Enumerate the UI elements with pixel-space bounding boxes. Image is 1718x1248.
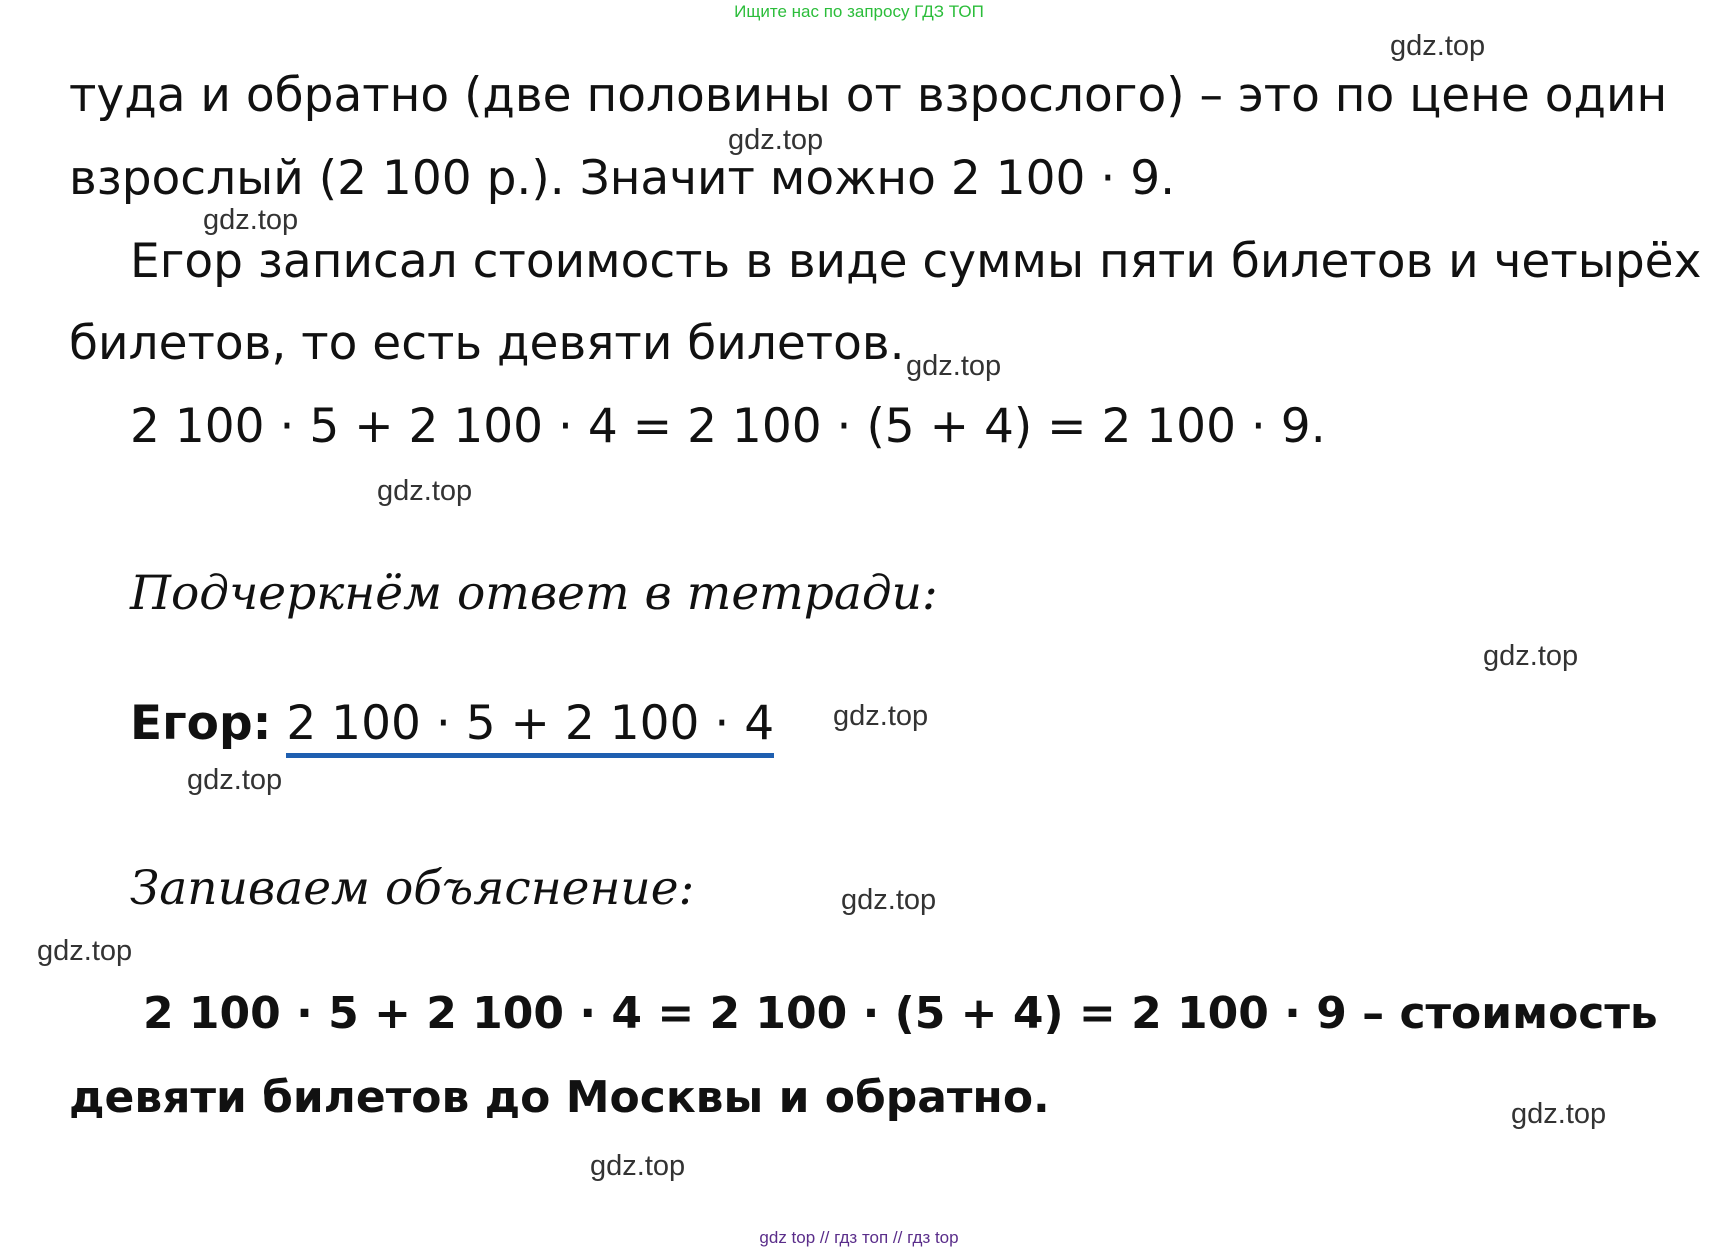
answer-line: [130, 696, 775, 751]
text-line-2: взрослый (2 100 р.). Значит можно 2 100 · 9.: [69, 151, 1176, 206]
answer-value: 2 100 · 5 + 2 100 · 4: [286, 696, 774, 758]
explain-line-2: девяти билетов до Москвы и обратно.: [69, 1072, 1050, 1123]
watermark: gdz.top: [841, 884, 937, 916]
formula-line: 2 100 · 5 + 2 100 · 4 = 2 100 · (5 + 4) = 2 100 · 9.: [130, 399, 1326, 454]
text-line-4: билетов, то есть девяти билетов.: [69, 316, 905, 371]
watermark: gdz.top: [906, 350, 1002, 382]
footer-links: gdz top // гдз топ // гдз top: [759, 1228, 959, 1247]
watermark: gdz.top: [187, 764, 283, 796]
answer-heading: Подчеркнём ответ в тетради:: [130, 566, 938, 621]
watermark: gdz.top: [37, 935, 133, 967]
text-line-1: туда и обратно (две половины от взрослого) – это по цене один: [69, 68, 1668, 123]
text-line-3: Егор записал стоимость в виде суммы пяти билетов и четырёх: [130, 234, 1702, 289]
explain-heading: Запиваем объяснение:: [130, 861, 695, 916]
watermark: gdz.top: [590, 1150, 686, 1182]
watermark: gdz.top: [833, 700, 929, 732]
explain-line-1: 2 100 · 5 + 2 100 · 4 = 2 100 · (5 + 4) = 2 100 · 9 – стоимость: [143, 988, 1658, 1039]
answer-label: Егор:: [130, 696, 272, 751]
top-banner: Ищите нас по запросу ГДЗ ТОП: [734, 2, 984, 21]
watermark: gdz.top: [728, 124, 824, 156]
watermark: gdz.top: [1483, 640, 1579, 672]
watermark: gdz.top: [377, 475, 473, 507]
watermark: gdz.top: [203, 204, 299, 236]
watermark: gdz.top: [1390, 30, 1486, 62]
watermark: gdz.top: [1511, 1098, 1607, 1130]
